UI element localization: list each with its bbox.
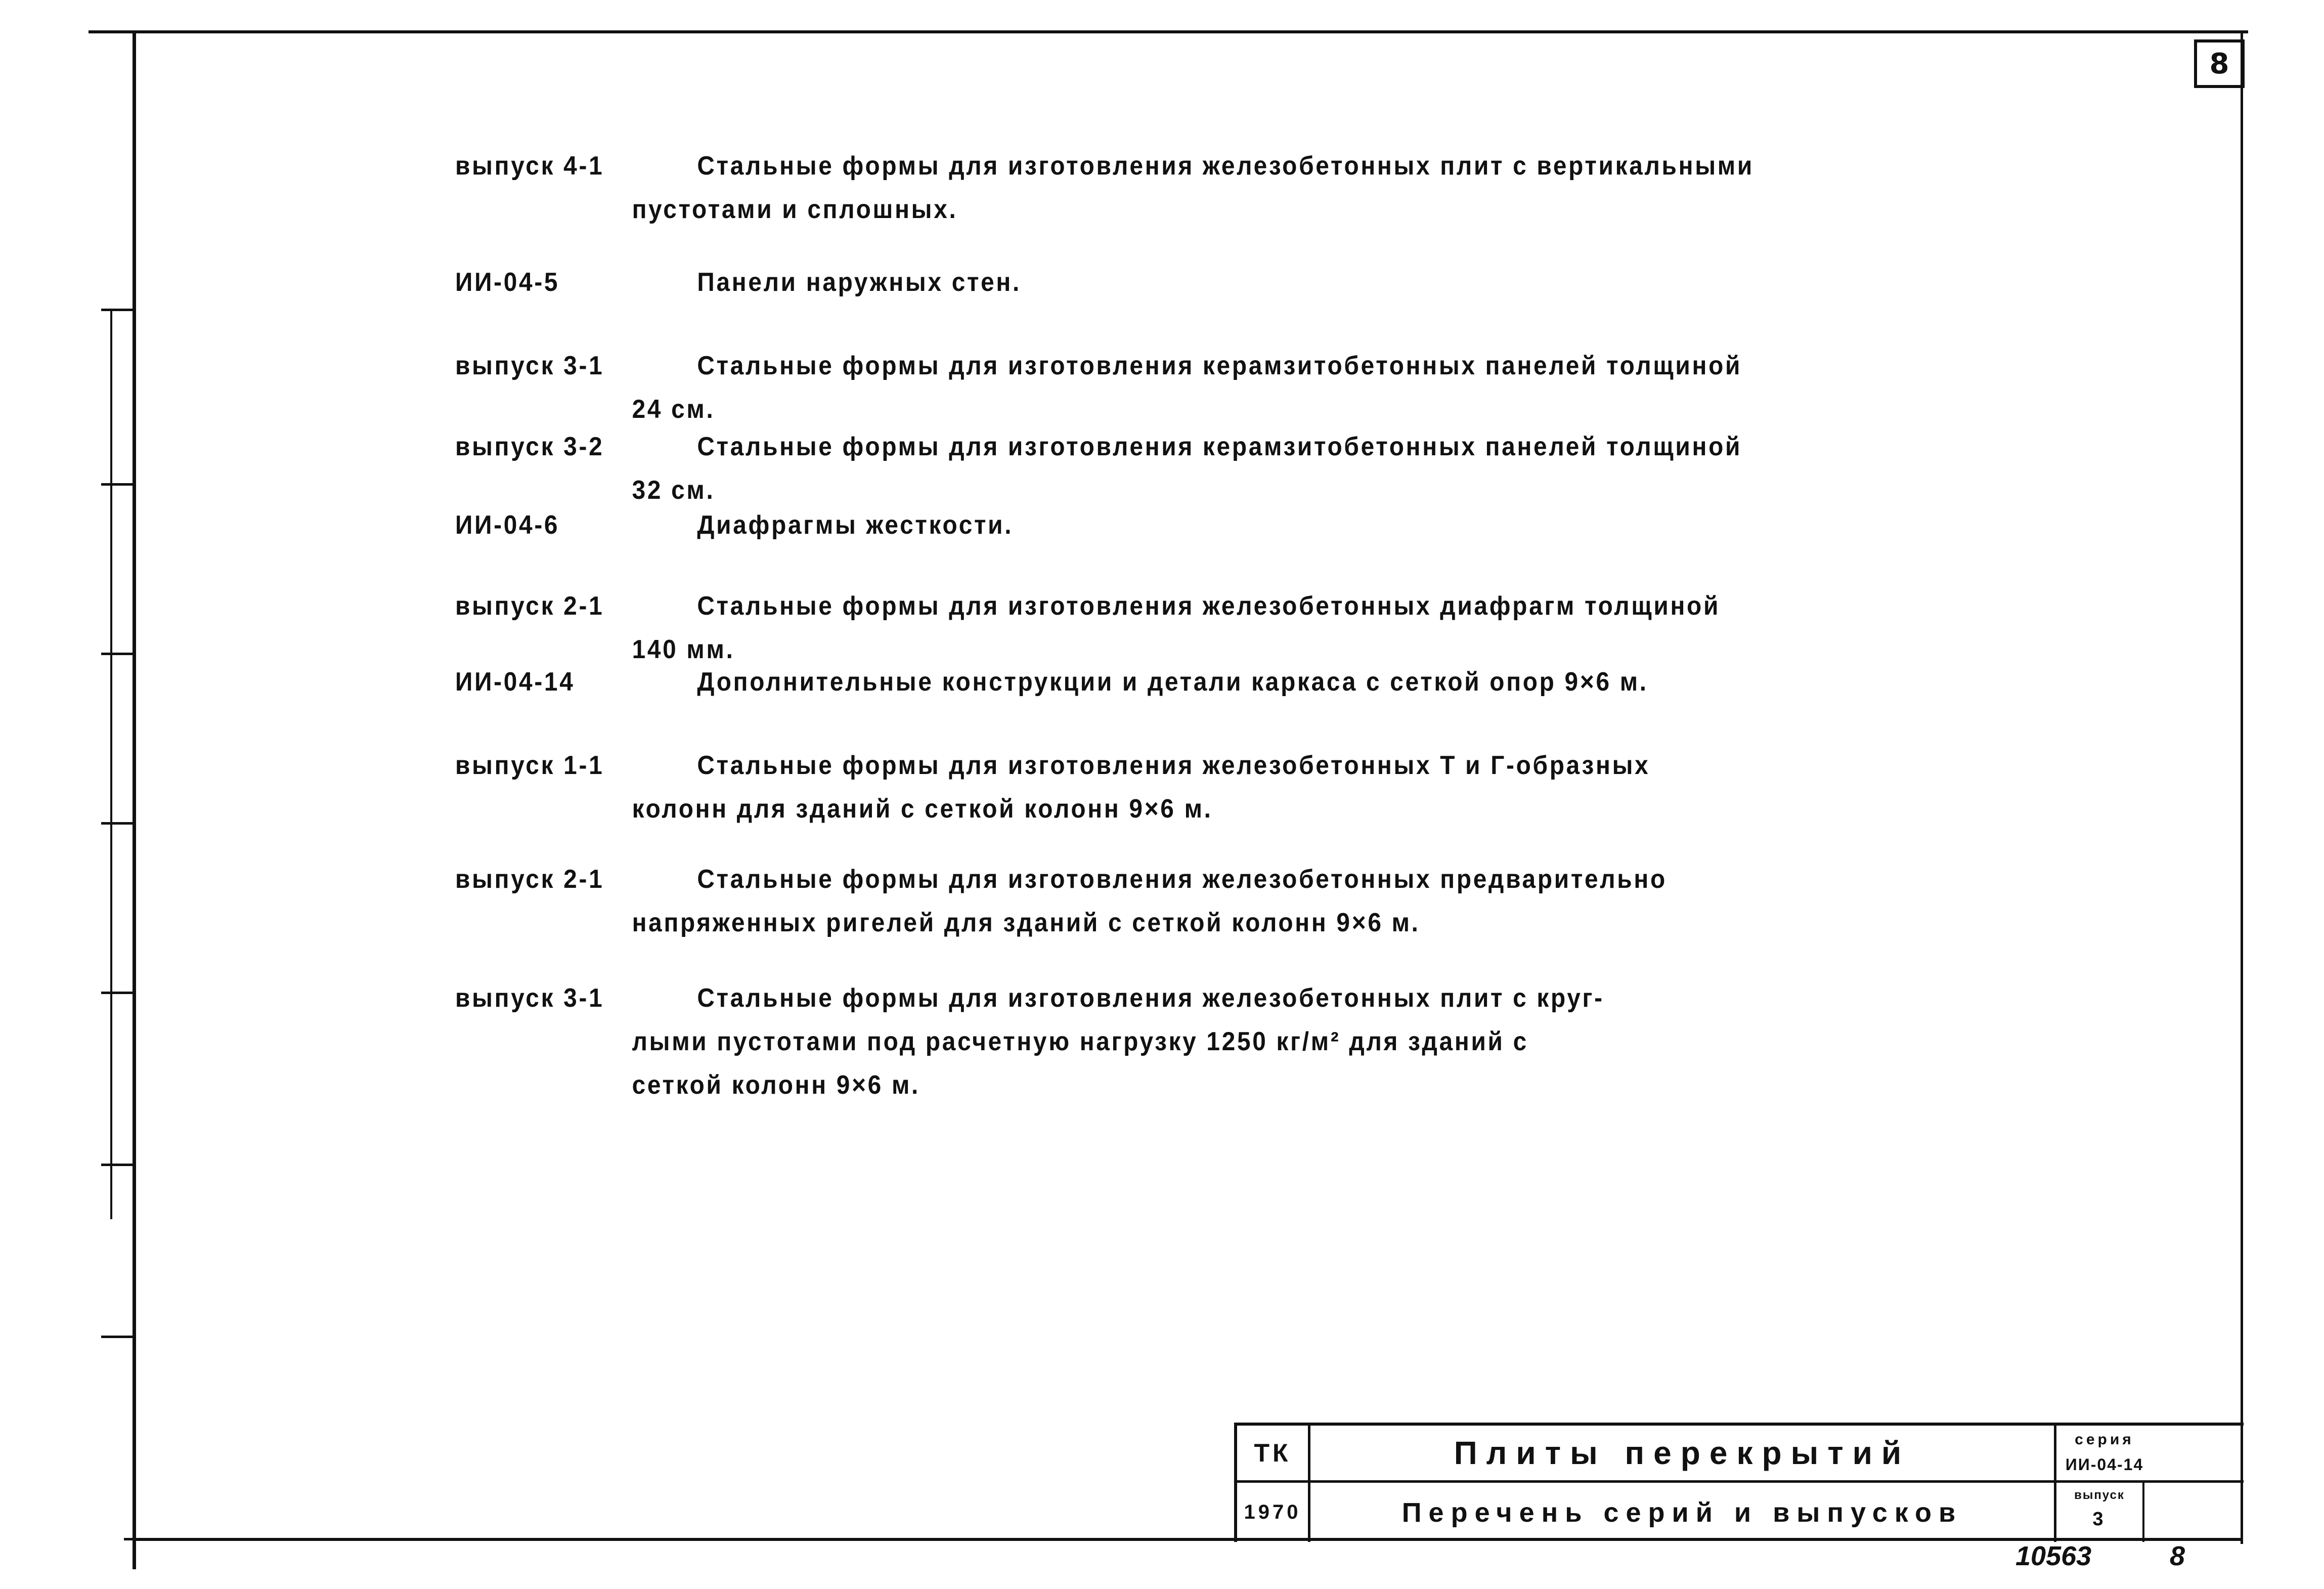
entry-text-cont: пустотами и сплошных. bbox=[632, 195, 958, 224]
title-block bbox=[1234, 1423, 2244, 1542]
entry-text-cont: 24 см. bbox=[632, 395, 715, 424]
entry-text-cont: 140 мм. bbox=[632, 635, 735, 664]
binding-tick bbox=[101, 822, 133, 825]
issue-label: выпуск bbox=[2074, 1488, 2125, 1502]
series-code: выпуск 3-2 bbox=[455, 432, 604, 461]
entry-text: Стальные формы для изготовления железобетонных диафрагм толщиной bbox=[697, 591, 1721, 621]
entry-text-cont: сеткой колонн 9×6 м. bbox=[632, 1070, 920, 1100]
binding-tick bbox=[101, 653, 133, 655]
entry-text: Стальные формы для изготовления железобетонных плит с круг- bbox=[697, 983, 1604, 1013]
series-code: выпуск 3-1 bbox=[455, 351, 604, 380]
list-item bbox=[455, 744, 1851, 831]
sheet-marker-box bbox=[2194, 39, 2245, 88]
list-item bbox=[455, 425, 1851, 512]
entry-text: Панели наружных стен. bbox=[697, 268, 1021, 297]
list-item bbox=[455, 144, 1851, 231]
list-item bbox=[455, 344, 1851, 431]
entry-text: Стальные формы для изготовления железобетонных Т и Г-образных bbox=[697, 751, 1650, 780]
entry-text: Стальные формы для изготовления керамзитобетонных панелей толщиной bbox=[697, 432, 1742, 461]
series-code: выпуск 1-1 bbox=[455, 751, 604, 780]
entry-text: Диафрагмы жесткости. bbox=[697, 510, 1014, 540]
series-value: ИИ-04-14 bbox=[2065, 1455, 2144, 1474]
entry-text-cont: лыми пустотами под расчетную нагрузку 1250 кг/м² для зданий с bbox=[632, 1027, 1528, 1056]
org-code: ТК bbox=[1254, 1439, 1291, 1467]
entry-text: Стальные формы для изготовления железобетонных плит с вертикальными bbox=[697, 151, 1754, 181]
sheet-marker: 8 bbox=[2209, 47, 2229, 80]
list-item bbox=[455, 503, 1851, 547]
list-item bbox=[455, 857, 1851, 944]
frame-top-line bbox=[89, 30, 2248, 33]
binding-tick bbox=[101, 1336, 133, 1338]
frame-left-line bbox=[133, 31, 136, 1569]
series-code: выпуск 2-1 bbox=[455, 865, 604, 894]
binding-tick bbox=[101, 992, 133, 994]
binding-tick bbox=[101, 483, 133, 486]
drawing-subtitle: Перечень серий и выпусков bbox=[1401, 1497, 1963, 1528]
sheet-number: 8 bbox=[2170, 1541, 2185, 1571]
drawing-title: Плиты перекрытий bbox=[1454, 1435, 1911, 1471]
series-code: выпуск 2-1 bbox=[455, 591, 604, 621]
binding-tick bbox=[124, 1538, 136, 1540]
issue-value: 3 bbox=[2092, 1508, 2107, 1530]
series-code: ИИ-04-14 bbox=[455, 667, 575, 697]
series-code: выпуск 3-1 bbox=[455, 983, 604, 1013]
list-item bbox=[455, 261, 1851, 304]
binding-tick bbox=[101, 309, 133, 311]
list-item bbox=[455, 584, 1851, 671]
year: 1970 bbox=[1244, 1501, 1301, 1523]
document-number: 10563 bbox=[2015, 1541, 2092, 1571]
entry-text: Стальные формы для изготовления керамзитобетонных панелей толщиной bbox=[697, 351, 1742, 380]
list-item bbox=[455, 976, 1851, 1107]
binding-strip bbox=[110, 309, 112, 1219]
entry-text-cont: напряженных ригелей для зданий с сеткой колонн 9×6 м. bbox=[632, 908, 1420, 937]
series-code: ИИ-04-6 bbox=[455, 510, 560, 540]
entry-text: Дополнительные конструкции и детали каркаса с сеткой опор 9×6 м. bbox=[697, 667, 1648, 697]
title-block-divider bbox=[2142, 1482, 2144, 1542]
series-code: ИИ-04-5 bbox=[455, 268, 560, 297]
entry-text-cont: 32 см. bbox=[632, 476, 715, 505]
entry-text-cont: колонн для зданий с сеткой колонн 9×6 м. bbox=[632, 794, 1213, 824]
list-item bbox=[455, 660, 1851, 704]
entry-text: Стальные формы для изготовления железобетонных предварительно bbox=[697, 865, 1667, 894]
series-label: серия bbox=[2075, 1431, 2134, 1448]
frame-right-line bbox=[2241, 31, 2243, 1544]
series-code: выпуск 4-1 bbox=[455, 151, 604, 181]
binding-tick bbox=[101, 1164, 133, 1166]
